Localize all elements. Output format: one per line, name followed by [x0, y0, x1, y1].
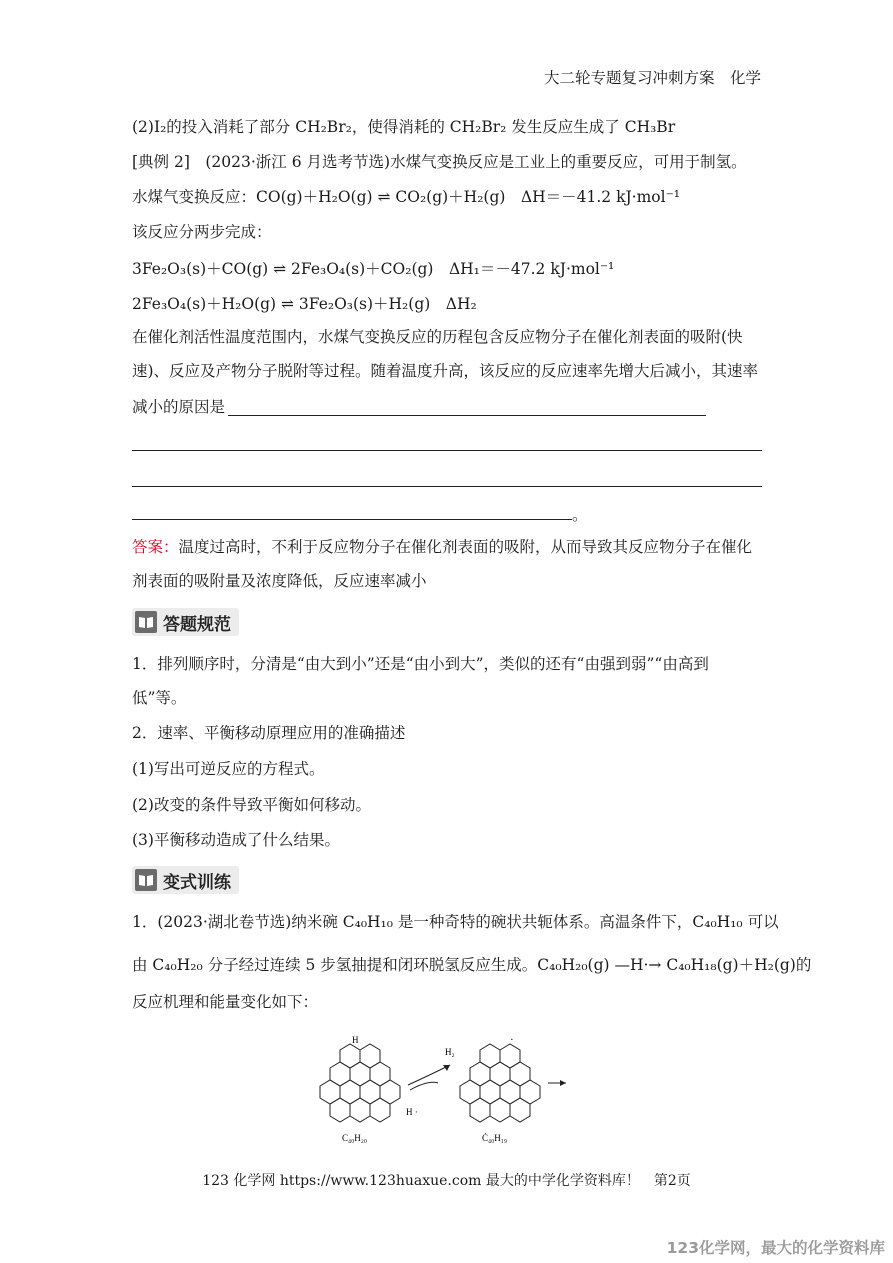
- exercise-line: 反应机理和能量变化如下：: [132, 993, 319, 1011]
- page-footer: 123 化学网 https://www.123huaxue.com 最大的中学化学资料库！ 第2页: [202, 1173, 691, 1189]
- book-icon: [135, 611, 157, 633]
- rule-item: 2．速率、平衡移动原理应用的准确描述: [132, 724, 406, 742]
- page-header: 大二轮专题复习冲刺方案 化学: [543, 69, 761, 87]
- h-atom-label: H: [352, 1035, 359, 1045]
- arrow-head-icon: [560, 1080, 566, 1086]
- answer-blank-line: [132, 486, 762, 487]
- reaction-arrow: [408, 1065, 450, 1085]
- answer-blank-line: [132, 519, 572, 520]
- answer-line: 剂表面的吸附量及浓度降低，反应速率减小: [132, 572, 427, 590]
- rule-item: 低”等。: [132, 689, 187, 707]
- equation-step2: 2Fe₃O₄(s)＋H₂O(g) ⇌ 3Fe₂O₃(s)＋H₂(g) ΔH₂: [132, 295, 477, 313]
- watermark: 123化学网，最大的化学资料库: [666, 1239, 885, 1257]
- h2-label: H₂: [445, 1047, 455, 1057]
- section-header-practice: [132, 866, 239, 894]
- molecule-label: C₄₀H₂₀: [342, 1133, 368, 1143]
- radical-dot: ·: [510, 1035, 514, 1046]
- text-line: 减小的原因是: [132, 398, 226, 416]
- reaction-mechanism-figure: [310, 1035, 580, 1150]
- text-line: 该反应分两步完成：: [132, 223, 272, 241]
- equation-step1: 3Fe₂O₃(s)＋CO(g) ⇌ 2Fe₃O₄(s)＋CO₂(g) ΔH₁＝－47.2 kJ·mol⁻¹: [132, 260, 615, 278]
- text-line: 速)、反应及产物分子脱附等过程。随着温度升高，该反应的反应速率先增大后减小，其速率: [132, 362, 759, 380]
- text-line: (2)I₂的投入消耗了部分 CH₂Br₂，使得消耗的 CH₂Br₂ 发生反应生成了 CH₃Br: [132, 118, 676, 136]
- blank-end-mark: 。: [572, 506, 588, 524]
- answer-label: 答案：: [132, 538, 179, 556]
- answer-blank-line: [228, 415, 706, 416]
- reaction-arrow: [410, 1082, 438, 1090]
- answer-blank-line: [132, 450, 762, 451]
- exercise-line: 由 C₄₀H₂₀ 分子经过连续 5 步氢抽提和闭环脱氢反应生成。C₄₀H₂₀(g) —H·→ C₄₀H₁₈(g)＋H₂(g)的: [132, 956, 812, 974]
- book-icon: [135, 869, 157, 891]
- example-title: [典例 2] (2023·浙江 6 月选考节选)水煤气变换反应是工业上的重要反应，可用于制氢。: [132, 153, 747, 171]
- section-header-standard: [132, 608, 239, 636]
- molecule-c40h19: [460, 1044, 540, 1122]
- rule-item: (1)写出可逆反应的方程式。: [132, 760, 325, 778]
- answer-text: 温度过高时，不利于反应物分子在催化剂表面的吸附，从而导致其反应物分子在催化: [178, 538, 753, 556]
- molecule-label: Ċ₄₀H₁₉: [482, 1133, 508, 1143]
- section-title: 变式训练: [163, 872, 231, 893]
- text-line: 在催化剂活性温度范围内，水煤气变换反应的历程包含反应物分子在催化剂表面的吸附(快: [132, 328, 743, 346]
- rule-item: 1．排列顺序时，分清是“由大到小”还是“由小到大”，类似的还有“由强到弱”“由高到: [132, 655, 709, 673]
- answer-line: [132, 537, 752, 557]
- h-radical-label: H ·: [406, 1107, 418, 1117]
- equation-main: 水煤气变换反应：CO(g)＋H₂O(g) ⇌ CO₂(g)＋H₂(g) ΔH＝－41.2 kJ·mol⁻¹: [132, 188, 680, 206]
- molecule-c40h20: [320, 1044, 400, 1122]
- exercise-line: 1．(2023·湖北卷节选)纳米碗 C₄₀H₁₀ 是一种奇特的碗状共轭体系。高温条件下，C₄₀H₁₀ 可以: [132, 913, 779, 931]
- section-title: 答题规范: [163, 614, 231, 635]
- rule-item: (3)平衡移动造成了什么结果。: [132, 831, 340, 849]
- rule-item: (2)改变的条件导致平衡如何移动。: [132, 796, 371, 814]
